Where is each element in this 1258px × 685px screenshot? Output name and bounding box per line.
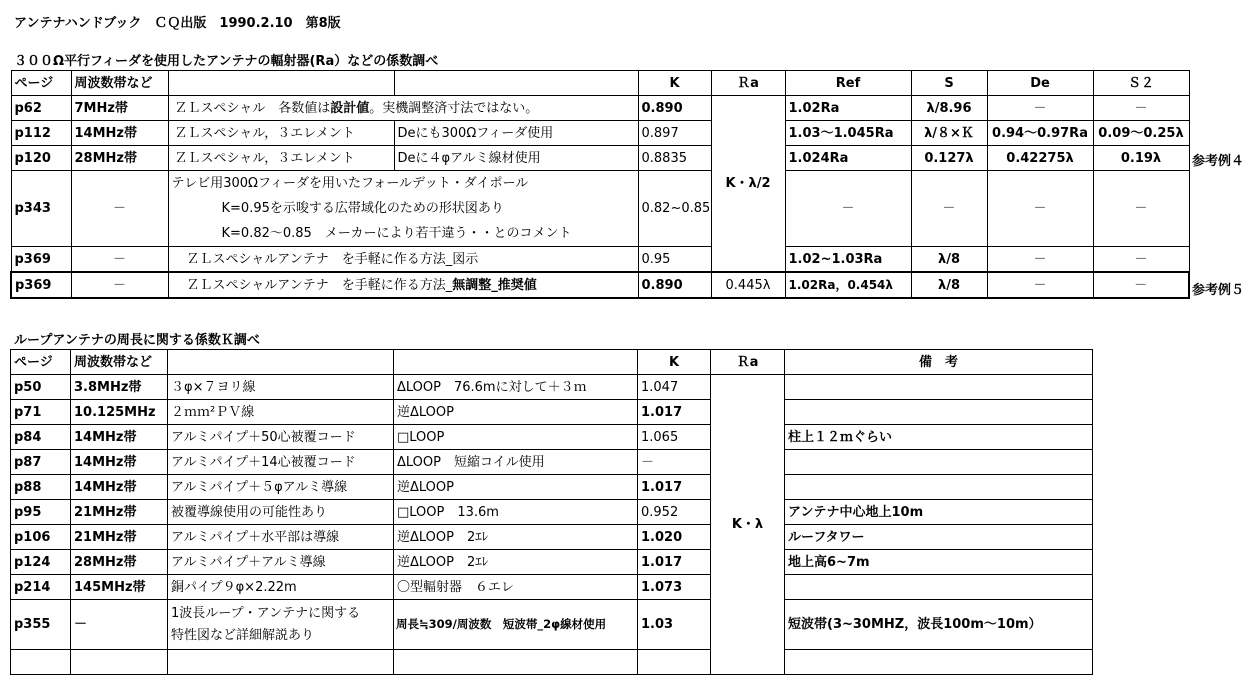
cell-desc1: アルミパイプ＋14心被覆コード (168, 450, 394, 475)
cell-s: 0.127λ (911, 146, 987, 171)
cell-remarks (785, 400, 1093, 425)
cell-k: 1.017 (638, 475, 711, 500)
table-row (11, 121, 1189, 146)
cell-ref: 1.02Ra (785, 96, 911, 121)
cell-s: λ/8 (911, 247, 987, 273)
header-remarks: 備 考 (785, 350, 1093, 375)
header-page: ページ (11, 71, 71, 96)
cell-desc1-multiline (168, 600, 394, 650)
cell-s2: 0.09～0.25λ (1093, 121, 1189, 146)
cell-freq: － (71, 600, 168, 650)
cell-k: 1.03 (638, 600, 711, 650)
cell-desc (168, 96, 638, 121)
table-row-empty (11, 650, 1093, 675)
section1-title: ３００Ω平行フィーダを使用したアンテナの輻射器(Ra）などの係数調べ (14, 54, 439, 69)
header-desc1 (168, 71, 394, 96)
cell-freq: 14MHz帯 (71, 121, 168, 146)
cell-freq: 10.125MHz (71, 400, 168, 425)
cell-page: p106 (11, 525, 71, 550)
table-row (11, 247, 1189, 273)
cell-empty (785, 650, 1093, 675)
cell-page: p355 (11, 600, 71, 650)
header-page: ページ (11, 350, 71, 375)
header-desc2 (394, 71, 638, 96)
cell-remarks: 地上高6~7m (785, 550, 1093, 575)
desc-part-a: ＺＬスペシャル 各数値は (174, 100, 331, 116)
cell-page: p124 (11, 550, 71, 575)
table-header-row (11, 350, 1093, 375)
cell-desc1: アルミパイプ＋５φアルミ導線 (168, 475, 394, 500)
cell-k: 1.017 (638, 400, 711, 425)
cell-ref: 1.02Ra，0.454λ (785, 272, 911, 298)
header-ref: Ref (785, 71, 911, 96)
desc-line-2: K=0.95を示唆する広帯域化のための形状図あり (221, 201, 504, 216)
cell-desc1: アルミパイプ＋50心被覆コード (168, 425, 394, 450)
cell-remarks: 短波帯(3~30MHZ，波長100m～10m） (785, 600, 1093, 650)
cell-freq: 21MHz帯 (71, 500, 168, 525)
cell-desc2: 〇型輻射器 ６エレ (394, 575, 638, 600)
cell-k: － (638, 450, 711, 475)
coefficient-table-300ohm (10, 70, 1190, 299)
table-row (11, 525, 1093, 550)
cell-ref: 1.024Ra (785, 146, 911, 171)
table-row (11, 375, 1093, 400)
cell-de: － (987, 171, 1093, 247)
table-row (11, 550, 1093, 575)
cell-remarks (785, 450, 1093, 475)
cell-freq: － (71, 272, 168, 298)
cell-freq: － (71, 171, 168, 247)
table-row (11, 171, 1189, 247)
header-freq: 周波数帯など (71, 71, 168, 96)
desc-part-c: 。実機調整済寸法ではない。 (369, 100, 539, 116)
cell-ref: 1.03～1.045Ra (785, 121, 911, 146)
cell-s2: － (1093, 96, 1189, 121)
desc-line-1: 1波長ループ・アンテナに関する (171, 605, 361, 621)
cell-s2: 0.19λ (1093, 146, 1189, 171)
cell-de: － (987, 247, 1093, 273)
cell-desc2: Deに４φアルミ線材使用 (394, 146, 638, 171)
cell-freq: 28MHz帯 (71, 146, 168, 171)
book-title: アンテナハンドブック ＣＱ出版 1990.2.10 第8版 (14, 16, 341, 31)
cell-freq: 28MHz帯 (71, 550, 168, 575)
cell-empty (11, 650, 71, 675)
cell-desc1: 銅パイプ９φ×2.22m (168, 575, 394, 600)
cell-k: 0.897 (638, 121, 711, 146)
cell-s2: － (1093, 171, 1189, 247)
cell-s: － (911, 171, 987, 247)
cell-k: 1.073 (638, 575, 711, 600)
cell-ra-merged: K・λ (711, 375, 785, 675)
cell-ref: － (785, 171, 911, 247)
cell-page: p214 (11, 575, 71, 600)
cell-desc1: ＺＬスペシャル，３エレメント (168, 121, 394, 146)
cell-s: λ/8.96 (911, 96, 987, 121)
cell-ref: 1.02~1.03Ra (785, 247, 911, 273)
header-desc1 (168, 350, 394, 375)
table-row (11, 272, 1189, 298)
cell-remarks: ルーフタワー (785, 525, 1093, 550)
table-row (11, 600, 1093, 650)
cell-k: 0.95 (638, 247, 711, 273)
section2-title: ループアンテナの周長に関する係数Ｋ調べ (14, 333, 260, 348)
desc-part-a: ＺＬスペシャルアンテナ を手軽に作る方法_ (186, 277, 453, 293)
table-row (11, 96, 1189, 121)
cell-de: 0.42275λ (987, 146, 1093, 171)
cell-freq: 14MHz帯 (71, 425, 168, 450)
table-row (11, 400, 1093, 425)
cell-freq: 14MHz帯 (71, 450, 168, 475)
header-desc2 (394, 350, 638, 375)
cell-k: 1.047 (638, 375, 711, 400)
reference-note-5: 参考例５ (1192, 283, 1245, 298)
cell-k: 1.017 (638, 550, 711, 575)
table-row (11, 575, 1093, 600)
cell-empty (394, 650, 638, 675)
cell-remarks: アンテナ中心地上10m (785, 500, 1093, 525)
header-s: S (911, 71, 987, 96)
header-de: De (987, 71, 1093, 96)
cell-freq: 3.8MHz帯 (71, 375, 168, 400)
cell-freq: 145MHz帯 (71, 575, 168, 600)
cell-empty (71, 650, 168, 675)
cell-freq: 7MHz帯 (71, 96, 168, 121)
cell-k: 0.8835 (638, 146, 711, 171)
cell-desc1: ３φ×７ヨリ線 (168, 375, 394, 400)
cell-page: p71 (11, 400, 71, 425)
cell-desc2: 逆ΔLOOP 2ｴﾚ (394, 525, 638, 550)
cell-desc (168, 272, 638, 298)
cell-k: 0.82~0.85 (638, 171, 711, 247)
cell-de: － (987, 272, 1093, 298)
cell-page: p62 (11, 96, 71, 121)
desc-line-1: テレビ用300Ωフィーダを用いたフォールデット・ダイポール (171, 176, 529, 191)
cell-s2: － (1093, 247, 1189, 273)
cell-desc2: □LOOP (394, 425, 638, 450)
cell-page: p88 (11, 475, 71, 500)
desc-part-b: 設計値 (330, 100, 370, 116)
cell-remarks: 柱上１２ｍぐらい (785, 425, 1093, 450)
cell-page: p120 (11, 146, 71, 171)
cell-desc1: アルミパイプ＋アルミ導線 (168, 550, 394, 575)
header-s2: Ｓ２ (1093, 71, 1189, 96)
cell-freq: 21MHz帯 (71, 525, 168, 550)
header-k: K (638, 71, 711, 96)
table-row (11, 146, 1189, 171)
cell-desc1: アルミパイプ＋水平部は導線 (168, 525, 394, 550)
cell-k: 0.890 (638, 96, 711, 121)
cell-empty (638, 650, 711, 675)
table-row (11, 500, 1093, 525)
cell-page: p343 (11, 171, 71, 247)
cell-k: 1.065 (638, 425, 711, 450)
desc-part-b: 無調整_推奨値 (452, 277, 537, 293)
cell-s: λ/８×Ｋ (911, 121, 987, 146)
cell-desc1: 被覆導線使用の可能性あり (168, 500, 394, 525)
cell-ra-merged: K・λ/2 (711, 96, 785, 273)
cell-k: 0.952 (638, 500, 711, 525)
cell-page: p84 (11, 425, 71, 450)
header-ra: Ｒa (711, 71, 785, 96)
cell-desc2: Deにも300Ωフィーダ使用 (394, 121, 638, 146)
cell-desc: ＺＬスペシャルアンテナ を手軽に作る方法_図示 (168, 247, 638, 273)
cell-desc2: 逆ΔLOOP (394, 400, 638, 425)
cell-desc2: 逆ΔLOOP 2ｴﾚ (394, 550, 638, 575)
cell-desc2: ΔLOOP 76.6mに対して＋３ｍ (394, 375, 638, 400)
cell-de: 0.94～0.97Ra (987, 121, 1093, 146)
table-row (11, 450, 1093, 475)
cell-k: 0.890 (638, 272, 711, 298)
cell-k: 1.020 (638, 525, 711, 550)
cell-empty (168, 650, 394, 675)
cell-remarks (785, 375, 1093, 400)
cell-page: p50 (11, 375, 71, 400)
cell-page: p87 (11, 450, 71, 475)
cell-desc1: ＺＬスペシャル，３エレメント (168, 146, 394, 171)
cell-s2: － (1093, 272, 1189, 298)
reference-note-4: 参考例４ (1192, 154, 1245, 169)
cell-desc1: ２ｍｍ²ＰＶ線 (168, 400, 394, 425)
desc-line-3: K=0.82～0.85 メーカーにより若干違う・・とのコメント (221, 226, 572, 241)
cell-desc-multiline (168, 171, 638, 247)
cell-desc2: 逆ΔLOOP (394, 475, 638, 500)
cell-desc2: □LOOP 13.6m (394, 500, 638, 525)
header-freq: 周波数帯など (71, 350, 168, 375)
cell-page: p369 (11, 247, 71, 273)
table-row (11, 475, 1093, 500)
cell-page: p95 (11, 500, 71, 525)
cell-remarks (785, 475, 1093, 500)
cell-page: p369 (11, 272, 71, 298)
cell-ra: 0.445λ (711, 272, 785, 298)
cell-desc2: ΔLOOP 短縮コイル使用 (394, 450, 638, 475)
table-row (11, 425, 1093, 450)
desc-line-2: 特性図など詳細解説あり (171, 627, 315, 643)
cell-freq: － (71, 247, 168, 273)
table-header-row (11, 71, 1189, 96)
header-k: K (638, 350, 711, 375)
cell-freq: 14MHz帯 (71, 475, 168, 500)
cell-desc2: 周長≒309/周波数 短波帯_2φ線材使用 (394, 600, 638, 650)
loop-antenna-table (10, 349, 1093, 675)
cell-de: － (987, 96, 1093, 121)
cell-remarks (785, 575, 1093, 600)
cell-s: λ/8 (911, 272, 987, 298)
header-ra: Ｒa (711, 350, 785, 375)
cell-page: p112 (11, 121, 71, 146)
